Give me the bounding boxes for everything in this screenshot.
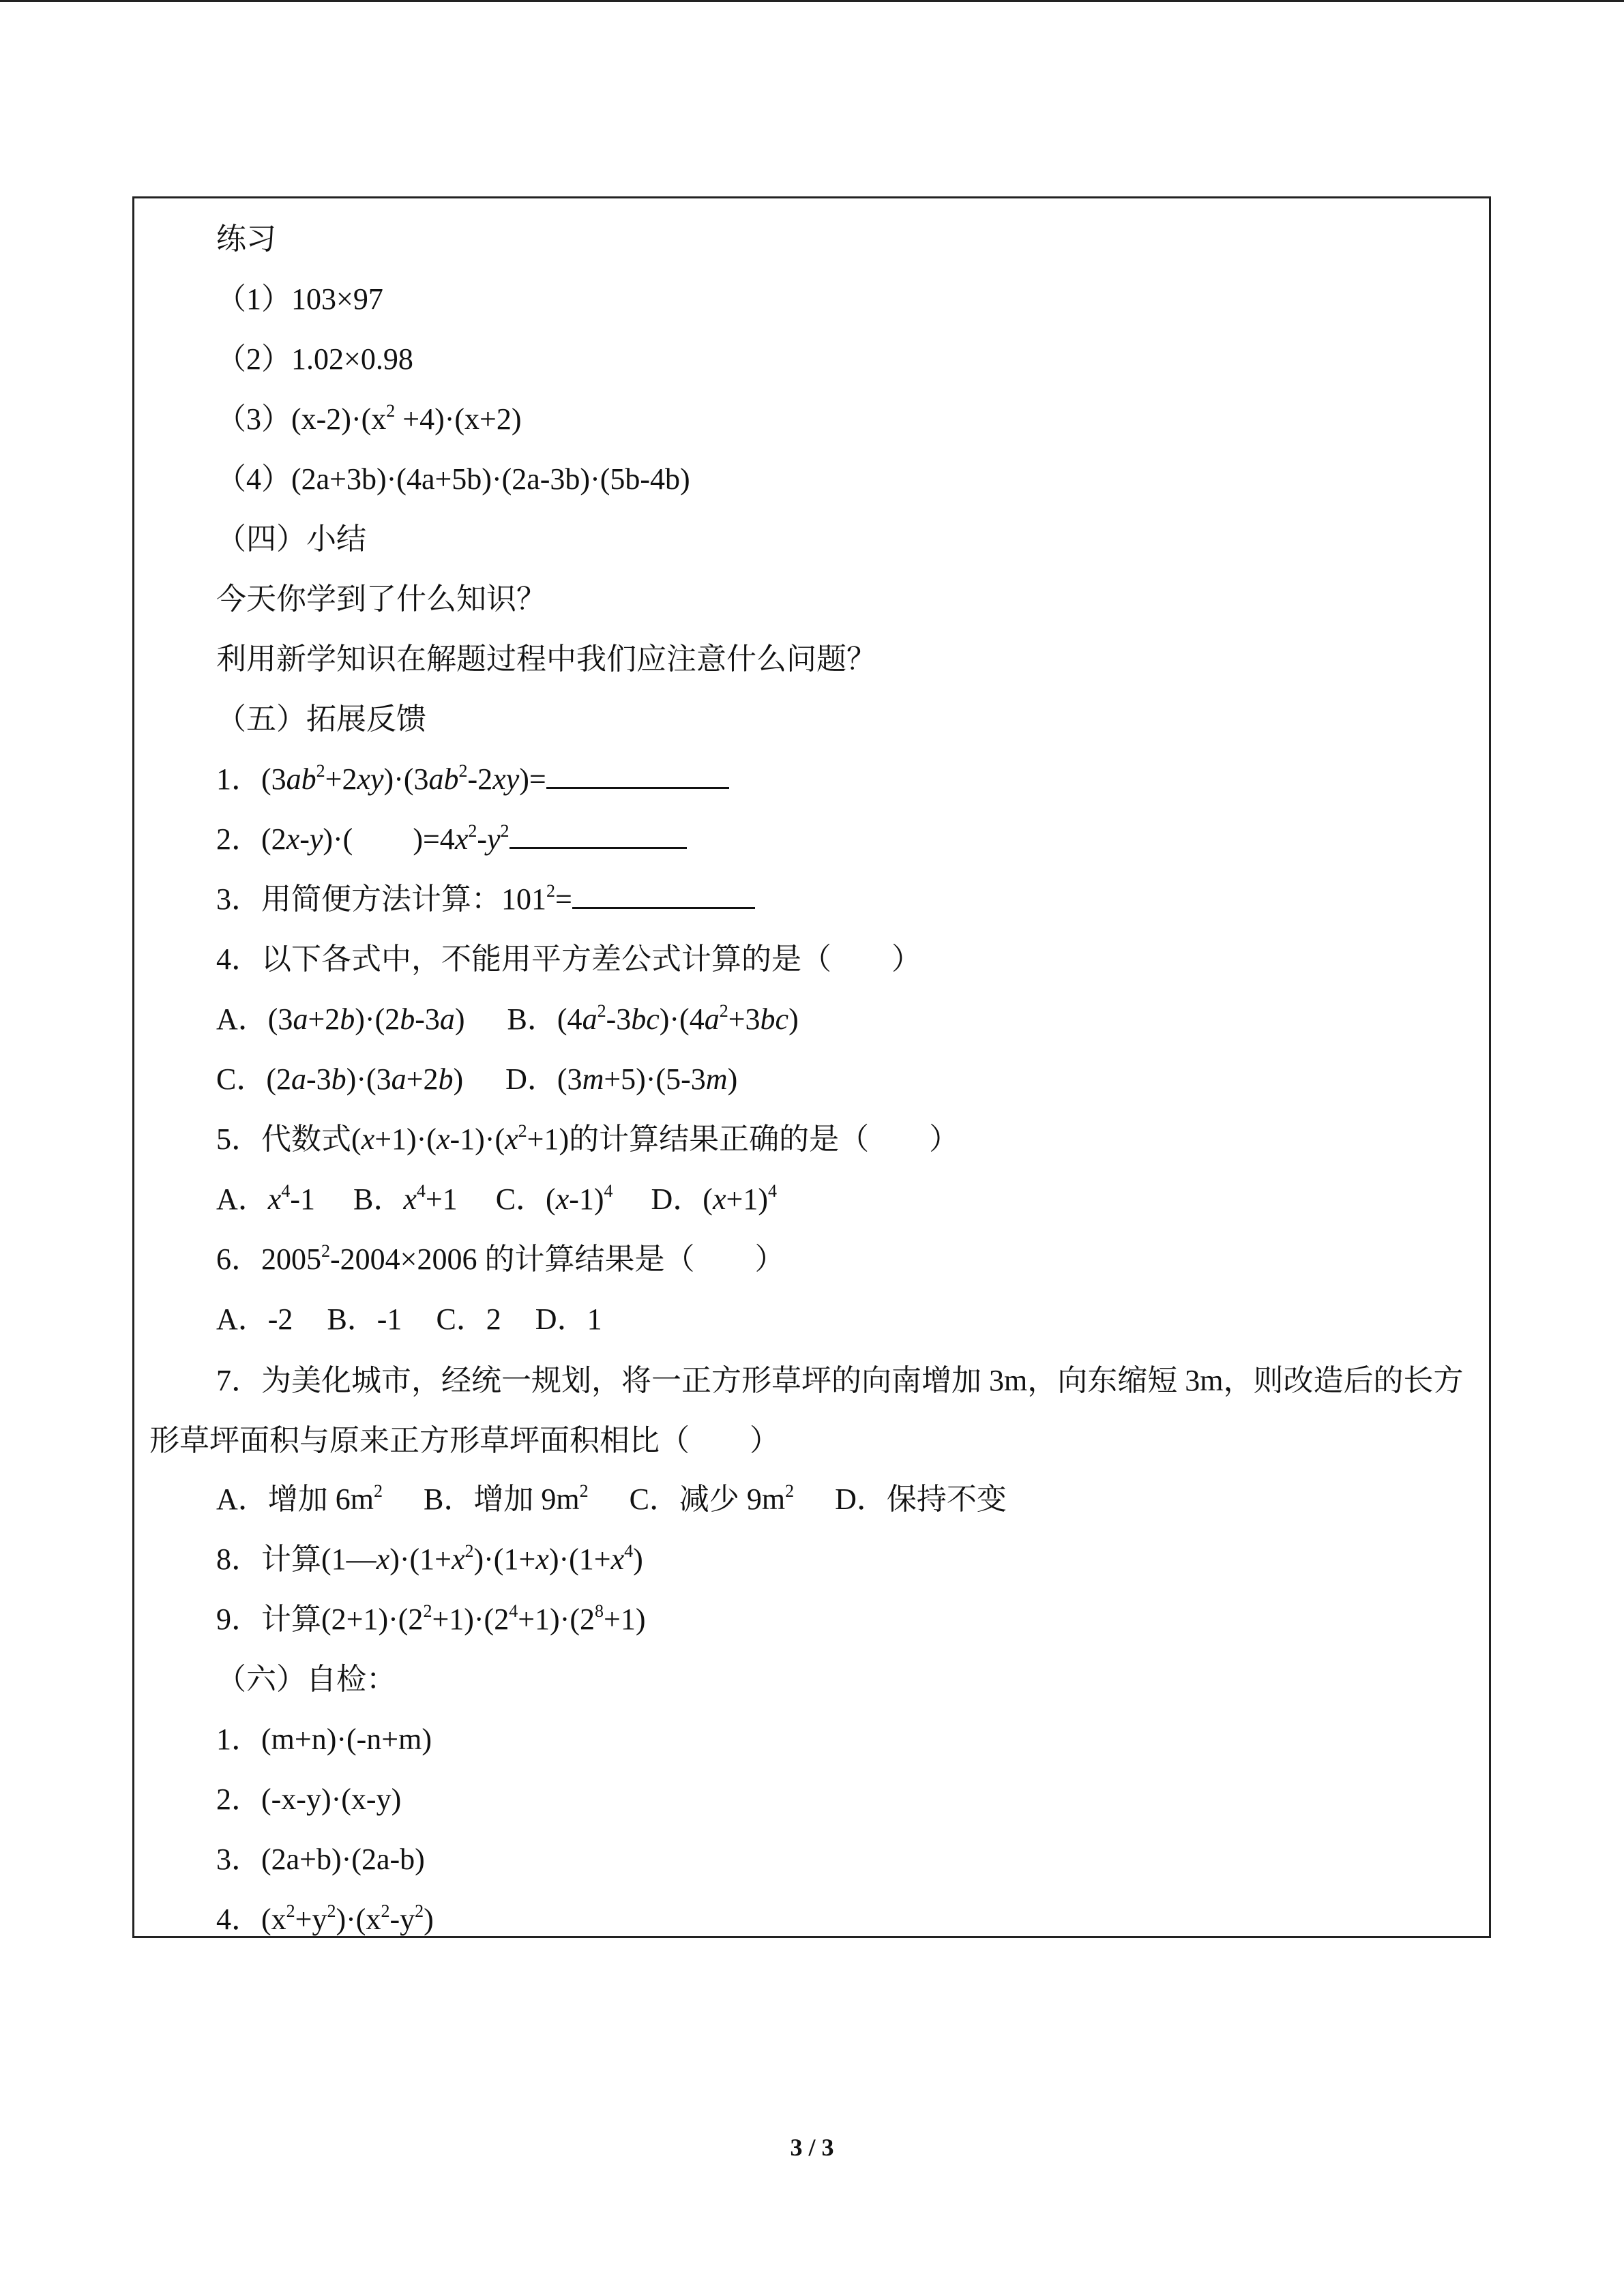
selfcheck-item-4: 4．$(x^2+y^2)\cdot(x^2-y^2)$ bbox=[216, 1901, 434, 1936]
extension-problem-1: 1．$(3ab^2+2xy)\cdot(3ab^2-2xy)=$ bbox=[216, 759, 1475, 800]
page-top-rule bbox=[0, 0, 1624, 2]
problem-7-options: A．增加 $6m^2$ B．增加 $9m^2$ C．减少 $9m^2$ D．保持不变 bbox=[216, 1481, 1007, 1516]
practice-item-2: （2）1.02×0.98 bbox=[216, 342, 413, 376]
selfcheck-item-2: 2．(-x-y)·(x-y) bbox=[216, 1783, 402, 1816]
problem-4-options-ab: A．(3a+2b)·(2b-3a) B．$(4a^2-3bc)\cdot(4a^2+3bc)$ bbox=[216, 1001, 799, 1036]
answer-blank[interactable] bbox=[546, 760, 729, 789]
selfcheck-item-1: 1．(m+n)·(-n+m) bbox=[216, 1723, 432, 1756]
practice-item-4: （4）(2a+3b)·(4a+5b)·(2a-3b)·(5b-4b) bbox=[216, 462, 690, 496]
summary-heading: （四）小结 bbox=[216, 522, 366, 556]
page-number: 3 / 3 bbox=[790, 2134, 834, 2161]
extension-problem-8: 8．计算$(1—x)\cdot(1+x^2)\cdot(1+x)\cdot(1+x^4)$ bbox=[216, 1541, 643, 1576]
extension-problem-2: 2．(2x-y)·( )$=4x^2-y^2$ bbox=[216, 819, 1475, 860]
problem-5-options: A．$x^4-1$ B．$x^4+1$ C．$(x-1)^4$ D．$(x+1)^4$ bbox=[216, 1181, 777, 1216]
practice-item-1: （1）103×97 bbox=[216, 282, 383, 316]
selfcheck-heading: （六）自检： bbox=[216, 1663, 396, 1696]
extension-problem-4: 4．以下各式中，不能用平方差公式计算的是（ ） bbox=[216, 942, 921, 976]
extension-heading: （五）拓展反馈 bbox=[216, 702, 426, 736]
practice-item-3: $(3)(x-2)\cdot(x^2 +4)\cdot(x+2)$ bbox=[216, 401, 522, 436]
answer-blank[interactable] bbox=[510, 820, 687, 849]
content-frame bbox=[132, 196, 1491, 1938]
summary-question-2: 利用新学知识在解题过程中我们应注意什么问题？ bbox=[216, 642, 876, 676]
extension-problem-5: 5．代数式$(x+1)\cdot(x-1)\cdot(x^2+1)$的计算结果正确的是（ ） bbox=[216, 1121, 960, 1156]
extension-problem-3: 3．用简便方法计算：$101^2=$ bbox=[216, 879, 1475, 920]
answer-blank[interactable] bbox=[572, 880, 755, 909]
selfcheck-item-3: 3．(2a+b)·(2a-b) bbox=[216, 1843, 425, 1876]
extension-problem-9: 9．计算$(2+1)\cdot(2^2+1)\cdot(2^4+1)\cdot(2^8+1)$ bbox=[216, 1601, 646, 1636]
problem-4-options-cd: C．(2a-3b)·(3a+2b) D．(3m+5)·(5-3m) bbox=[216, 1062, 738, 1096]
practice-heading: 练习 bbox=[216, 222, 276, 256]
summary-question-1: 今天你学到了什么知识？ bbox=[216, 582, 546, 616]
extension-problem-6: 6．$2005^2-2004\times 2006$ 的计算结果是（ ） bbox=[216, 1241, 785, 1276]
problem-6-options: A．-2 B．-1 C．2 D．1 bbox=[216, 1302, 602, 1336]
extension-problem-7: 7．为美化城市，经统一规划，将一正方形草坪的向南增加 3m，向东缩短 3m，则改造后的长方形草坪面积与原来正方形草坪面积相比（ ） bbox=[149, 1364, 1464, 1457]
